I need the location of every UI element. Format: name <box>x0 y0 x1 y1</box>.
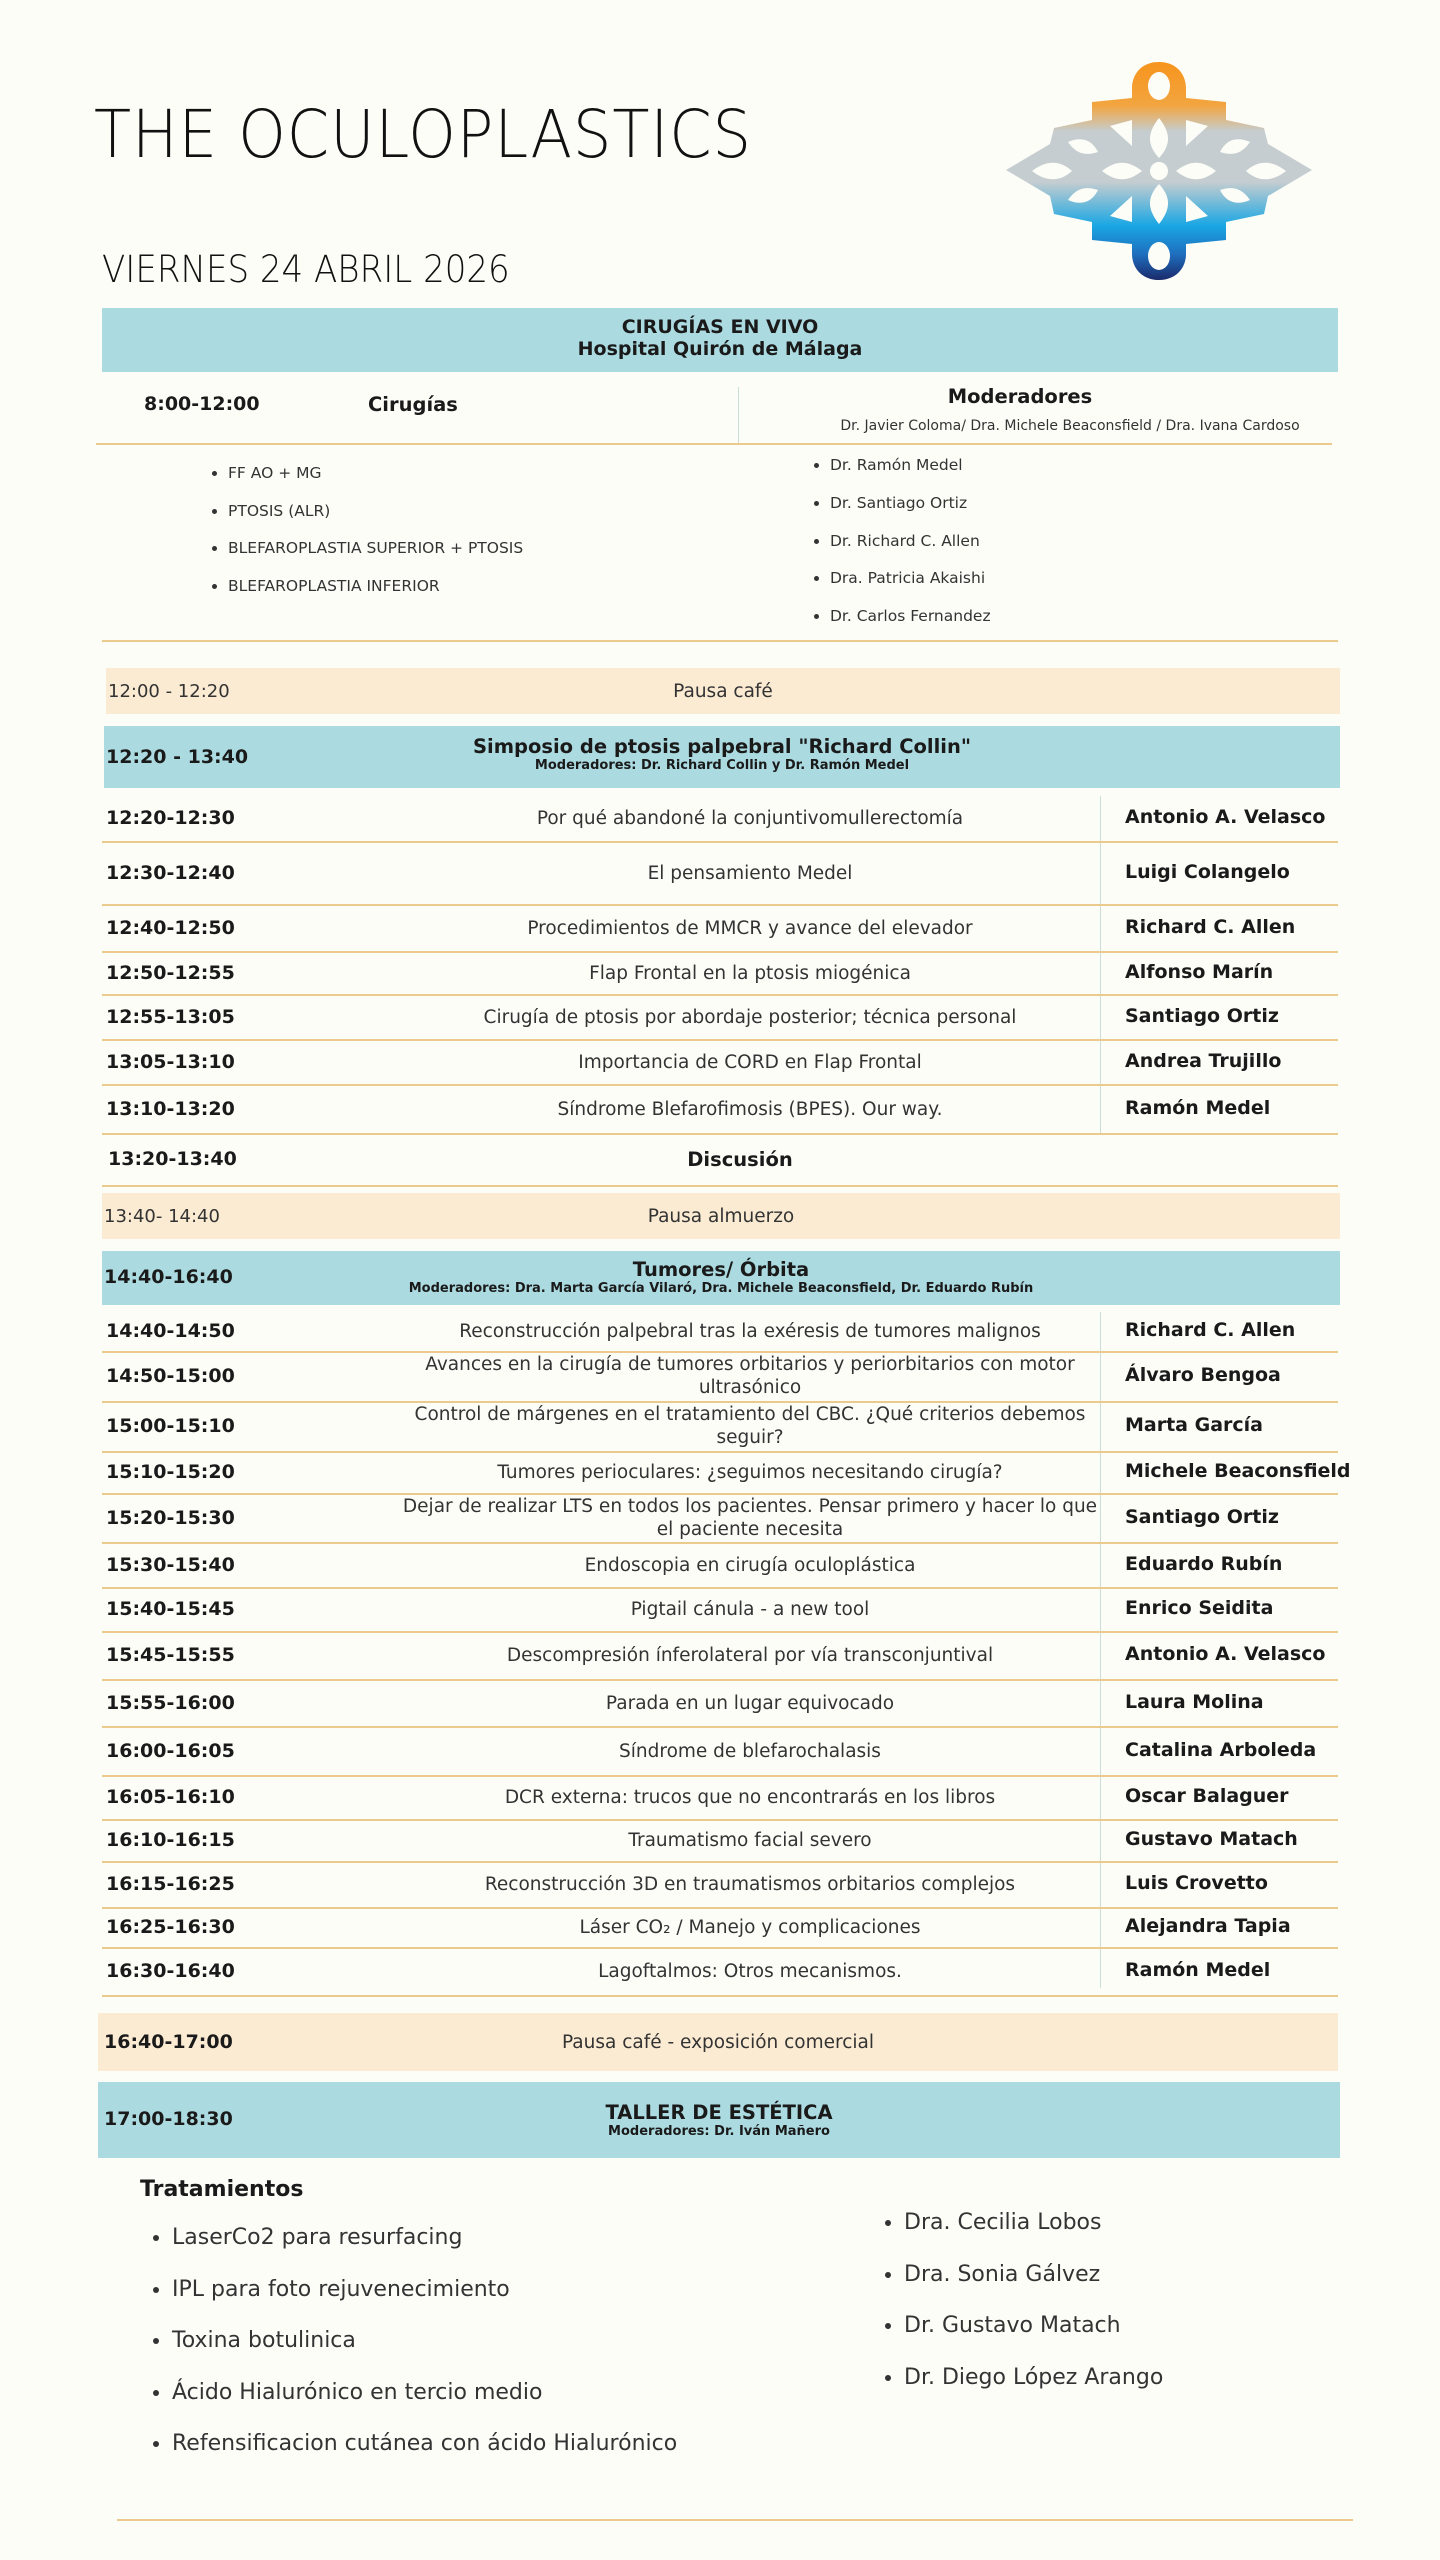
section-time: 12:20 - 13:40 <box>106 746 249 768</box>
talk-time: 15:10-15:20 <box>106 1461 235 1483</box>
talk-row <box>0 1040 1440 1085</box>
section-time: 14:40-16:40 <box>104 1266 233 1288</box>
talk-time: 15:40-15:45 <box>106 1598 235 1620</box>
talk-row <box>0 1402 1440 1452</box>
talk-time: 14:40-14:50 <box>106 1320 235 1342</box>
talk-speaker: Santiago Ortiz <box>1125 1505 1279 1528</box>
talk-speaker: Richard C. Allen <box>1125 915 1296 938</box>
talk-time: 16:15-16:25 <box>106 1873 235 1895</box>
talk-title: Láser CO₂ / Manejo y complicaciones <box>579 1917 921 1938</box>
talk-row <box>0 796 1440 842</box>
surgeon-item: • Dr. Carlos Fernandez <box>830 607 1230 645</box>
talk-speaker: Alfonso Marín <box>1125 960 1274 983</box>
talk-speaker: Alejandra Tapia <box>1125 1915 1291 1937</box>
talk-title: DCR externa: trucos que no encontrarás en los libros <box>504 1787 996 1808</box>
talk-speaker: Antonio A. Velasco <box>1125 1643 1326 1665</box>
footer-divider <box>117 2519 1353 2521</box>
talk-row <box>0 1085 1440 1134</box>
talk-speaker: Andrea Trujillo <box>1125 1049 1282 1072</box>
talk-title: Por qué abandoné la conjuntivomullerectomía <box>536 808 964 829</box>
procedure-item: • BLEFAROPLASTIA INFERIOR <box>228 577 728 615</box>
divider <box>102 640 1338 642</box>
section-moderators: Moderadores: Dr. Richard Collin y Dr. Ramón Medel <box>534 758 910 773</box>
surgery-divider <box>738 387 739 443</box>
discussion-label: Discusión <box>687 1148 793 1171</box>
page-title: THE OCULOPLASTICS <box>94 96 753 173</box>
talk-speaker: Luigi Colangelo <box>1125 860 1290 883</box>
procedure-item: • FF AO + MG <box>228 464 728 502</box>
talk-title: Síndrome Blefarofimosis (BPES). Our way. <box>557 1098 943 1120</box>
talk-row <box>0 1727 1440 1776</box>
talk-title: Flap Frontal en la ptosis miogénica <box>589 962 911 984</box>
talk-time: 13:05-13:10 <box>106 1050 235 1073</box>
talk-time: 15:55-16:00 <box>106 1691 235 1714</box>
break-row <box>106 668 1340 714</box>
break-label: Pausa almuerzo <box>647 1206 795 1227</box>
talk-speaker: Eduardo Rubín <box>1125 1552 1283 1575</box>
surgeon-item: • Dr. Richard C. Allen <box>830 532 1230 570</box>
talk-speaker: Michele Beaconsfield <box>1125 1460 1351 1482</box>
surgery-moderators: Dr. Javier Coloma/ Dra. Michele Beaconsfield / Dra. Ivana Cardoso <box>840 418 1300 434</box>
talk-title: Pigtail cánula - a new tool <box>630 1599 870 1620</box>
procedure-item: • PTOSIS (ALR) <box>228 502 728 540</box>
talk-time: 16:30-16:40 <box>106 1960 235 1982</box>
talk-speaker: Marta García <box>1125 1414 1264 1436</box>
talk-title: Reconstrucción 3D en traumatismos orbitarios complejos <box>484 1874 1016 1895</box>
break-time: 13:40- 14:40 <box>104 1206 220 1227</box>
talk-row <box>0 1352 1440 1402</box>
talk-speaker: Gustavo Matach <box>1125 1828 1298 1850</box>
talk-title: Procedimientos de MMCR y avance del elevador <box>527 917 973 939</box>
talk-title: Lagoftalmos: Otros mecanismos. <box>598 1961 902 1982</box>
speaker-item: • Dra. Cecilia Lobos <box>904 2210 1404 2262</box>
talk-time: 12:40-12:50 <box>106 916 235 939</box>
talk-row <box>0 1908 1440 1948</box>
treatment-item: • LaserCo2 para resurfacing <box>172 2225 872 2277</box>
talk-row <box>0 1452 1440 1494</box>
talk-time: 16:25-16:30 <box>106 1916 235 1938</box>
section-title: Tumores/ Órbita <box>632 1258 810 1281</box>
surgery-section-header <box>102 308 1338 372</box>
talk-row <box>0 1632 1440 1680</box>
talk-title: El pensamiento Medel <box>647 862 853 884</box>
talk-title: Síndrome de blefarochalasis <box>619 1740 881 1762</box>
talk-title: Avances en la cirugía de tumores orbitarios y periorbitarios con motor ultrasónico <box>425 1354 1075 1398</box>
talk-title: Parada en un lugar equivocado <box>605 1692 895 1714</box>
talk-row <box>0 1494 1440 1543</box>
surgeon-item: • Dra. Patricia Akaishi <box>830 569 1230 607</box>
divider <box>102 1995 1338 1997</box>
talk-speaker: Enrico Seidita <box>1125 1597 1274 1619</box>
section-title: Simposio de ptosis palpebral "Richard Collin" <box>472 735 972 758</box>
break-label: Pausa café <box>673 681 773 702</box>
talk-speaker: Ramón Medel <box>1125 1096 1271 1119</box>
surgeon-item: • Dr. Ramón Medel <box>830 456 1230 494</box>
surgeon-item: • Dr. Santiago Ortiz <box>830 494 1230 532</box>
talk-row <box>0 1543 1440 1588</box>
talk-row <box>0 952 1440 995</box>
talk-speaker: Oscar Balaguer <box>1125 1785 1289 1807</box>
talk-time: 16:00-16:05 <box>106 1739 235 1762</box>
talk-time: 15:20-15:30 <box>106 1506 235 1529</box>
surgery-title: CIRUGÍAS EN VIVO <box>621 316 819 338</box>
talk-speaker: Álvaro Bengoa <box>1125 1364 1281 1386</box>
talk-title: Descompresión ínferolateral por vía transconjuntival <box>506 1645 994 1666</box>
talk-row <box>0 995 1440 1040</box>
treatment-list <box>150 2225 872 2483</box>
discussion-time: 13:20-13:40 <box>108 1148 237 1170</box>
talk-title: Tumores perioculares: ¿seguimos necesitando cirugía? <box>497 1462 1003 1483</box>
talk-title: Dejar de realizar LTS en todos los pacientes. Pensar primero y hacer lo que el paciente necesita <box>402 1495 1098 1540</box>
talk-title: Control de márgenes en el tratamiento del CBC. ¿Qué criterios debemos seguir? <box>414 1404 1086 1448</box>
talk-title: Traumatismo facial severo <box>628 1830 872 1851</box>
talk-speaker: Antonio A. Velasco <box>1125 806 1326 828</box>
treatment-item: • IPL para foto rejuvenecimiento <box>172 2277 872 2329</box>
treatments-label: Tratamientos <box>140 2177 304 2202</box>
speaker-item: • Dr. Diego López Arango <box>904 2365 1404 2417</box>
speaker-item: • Dr. Gustavo Matach <box>904 2313 1404 2365</box>
section-moderators: Moderadores: Dra. Marta García Vilaró, Dra. Michele Beaconsfield, Dr. Eduardo Rubín <box>408 1281 1034 1296</box>
talk-speaker: Laura Molina <box>1125 1690 1264 1713</box>
talk-row <box>0 1680 1440 1727</box>
surgery-time: 8:00-12:00 <box>144 393 260 415</box>
tumors-section-header <box>102 1251 1340 1305</box>
treatment-item: • Refensificacion cutánea con ácido Hialurónico <box>172 2431 872 2483</box>
talk-time: 12:30-12:40 <box>106 861 235 884</box>
talk-title: Cirugía de ptosis por abordaje posterior; técnica personal <box>483 1006 1017 1028</box>
talk-time: 16:05-16:10 <box>106 1786 235 1808</box>
ornamental-lotus-logo-icon <box>982 58 1336 284</box>
procedure-list <box>206 464 728 614</box>
surgery-hospital: Hospital Quirón de Málaga <box>577 338 863 360</box>
speaker-item: • Dra. Sonia Gálvez <box>904 2262 1404 2314</box>
talk-speaker: Luis Crovetto <box>1125 1872 1268 1894</box>
talk-time: 15:30-15:40 <box>106 1553 235 1576</box>
section-title: TALLER DE ESTÉTICA <box>605 2101 833 2124</box>
divider <box>96 443 1332 445</box>
break-time: 16:40-17:00 <box>104 2031 233 2053</box>
break-row <box>98 2013 1338 2071</box>
talk-time: 15:00-15:10 <box>106 1415 235 1437</box>
talk-row <box>0 1588 1440 1632</box>
moderators-label: Moderadores <box>947 385 1093 408</box>
surgery-label: Cirugías <box>368 393 458 416</box>
surgeon-list <box>808 456 1230 645</box>
talk-speaker: Ramón Medel <box>1125 1959 1271 1981</box>
treatment-item: • Toxina botulinica <box>172 2328 872 2380</box>
talk-row <box>0 842 1440 905</box>
break-time: 12:00 - 12:20 <box>108 681 230 702</box>
talk-speaker: Santiago Ortiz <box>1125 1004 1279 1027</box>
talk-title: Importancia de CORD en Flap Frontal <box>578 1051 922 1073</box>
break-label: Pausa café - exposición comercial <box>561 2032 875 2053</box>
ptosis-section-header <box>104 726 1340 788</box>
section-time: 17:00-18:30 <box>104 2108 233 2130</box>
talk-title: Endoscopia en cirugía oculoplástica <box>584 1554 916 1576</box>
talk-time: 16:10-16:15 <box>106 1829 235 1851</box>
talk-row <box>0 1862 1440 1908</box>
treatment-item: • Ácido Hialurónico en tercio medio <box>172 2380 872 2432</box>
talk-time: 15:45-15:55 <box>106 1644 235 1666</box>
aesthetics-section-header <box>98 2082 1340 2158</box>
talk-row <box>0 1820 1440 1862</box>
divider <box>102 1185 1338 1187</box>
section-moderators: Moderadores: Dr. Iván Mañero <box>608 2124 830 2139</box>
talk-speaker: Catalina Arboleda <box>1125 1738 1317 1761</box>
talk-time: 12:20-12:30 <box>106 807 235 829</box>
talk-time: 12:50-12:55 <box>106 961 235 984</box>
aesthetics-speaker-list <box>882 2210 1404 2416</box>
talk-speaker: Richard C. Allen <box>1125 1319 1296 1341</box>
talk-row <box>0 1312 1440 1352</box>
talk-time: 12:55-13:05 <box>106 1005 235 1028</box>
event-date: VIERNES 24 ABRIL 2026 <box>102 248 510 291</box>
talk-row <box>0 1948 1440 1996</box>
talk-time: 13:10-13:20 <box>106 1097 235 1120</box>
talk-title: Reconstrucción palpebral tras la exéresis de tumores malignos <box>459 1321 1041 1342</box>
break-row <box>102 1193 1340 1239</box>
procedure-item: • BLEFAROPLASTIA SUPERIOR + PTOSIS <box>228 539 728 577</box>
discussion-row <box>0 1134 1440 1186</box>
talk-time: 14:50-15:00 <box>106 1365 235 1387</box>
talk-row <box>0 1776 1440 1820</box>
talk-row <box>0 905 1440 952</box>
